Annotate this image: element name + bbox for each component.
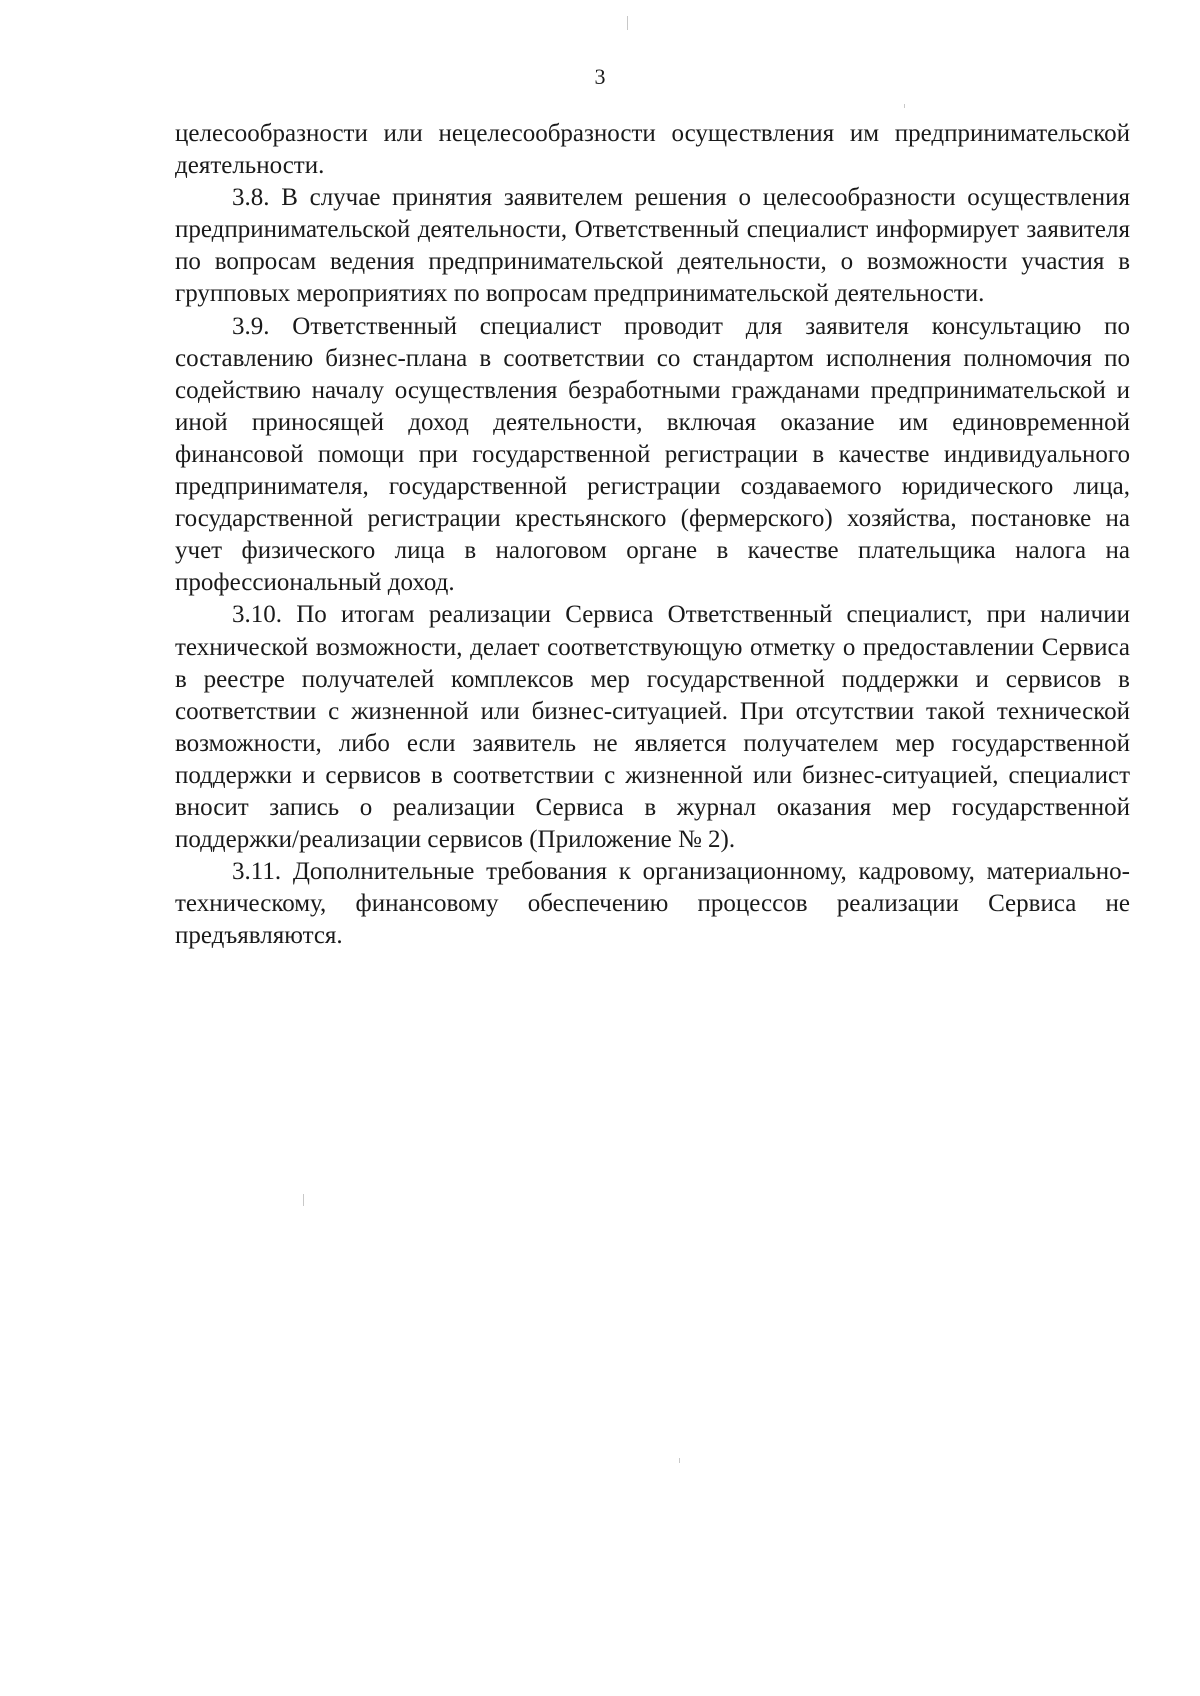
scan-speck xyxy=(679,1458,680,1463)
scan-speck xyxy=(303,1194,304,1206)
paragraph-continuation: целесообразности или нецелесообразности осуществления им предпринимательской деятельности. xyxy=(175,120,1130,180)
paragraph-3-9: 3.9. Ответственный специалист проводит для заявителя консультацию по составлению бизнес-плана в соответствии со стандартом исполнения полномочия по содействию началу осуществления безработными гражданами предпринимательской и иной приносящей доход деятельности, включая оказание им единовременной финансовой помощи при государственной регистрации в качестве индивидуального предпринимателя, государственной регистрации создаваемого юридического лица, государственной регистрации крестьянского (фермерского) хозяйства, постановке на учет физического лица в налоговом органе в качестве плательщика налога на профессиональный доход. xyxy=(175,312,1130,597)
paragraph-3-10: 3.10. По итогам реализации Сервиса Ответственный специалист, при наличии технической возможности, делает соответствующую отметку о предоставлении Сервиса в реестре получателей комплексов мер государственной поддержки и сервисов в соответствии с жизненной или бизнес-ситуацией. При отсутствии такой технической возможности, либо если заявитель не является получателем мер государственной поддержки и сервисов в соответствии с жизненной или бизнес-ситуацией, специалист вносит запись о реализации Сервиса в журнал оказания мер государственной поддержки/реализации сервисов (Приложение № 2). xyxy=(175,601,1130,854)
document-body xyxy=(175,118,1130,952)
scan-speck xyxy=(627,16,628,30)
paragraph-3-8: 3.8. В случае принятия заявителем решения о целесообразности осуществления предпринимательской деятельности, Ответственный специалист информирует заявителя по вопросам ведения предпринимательской деятельности, о возможности участия в групповых мероприятиях по вопросам предпринимательской деятельности. xyxy=(175,184,1130,308)
paragraph-3-11: 3.11. Дополнительные требования к организационному, кадровому, материально-техническому, финансовому обеспечению процессов реализации Сервиса не предъявляются. xyxy=(175,858,1130,950)
page-number: 3 xyxy=(594,64,606,89)
scan-speck xyxy=(904,104,905,108)
